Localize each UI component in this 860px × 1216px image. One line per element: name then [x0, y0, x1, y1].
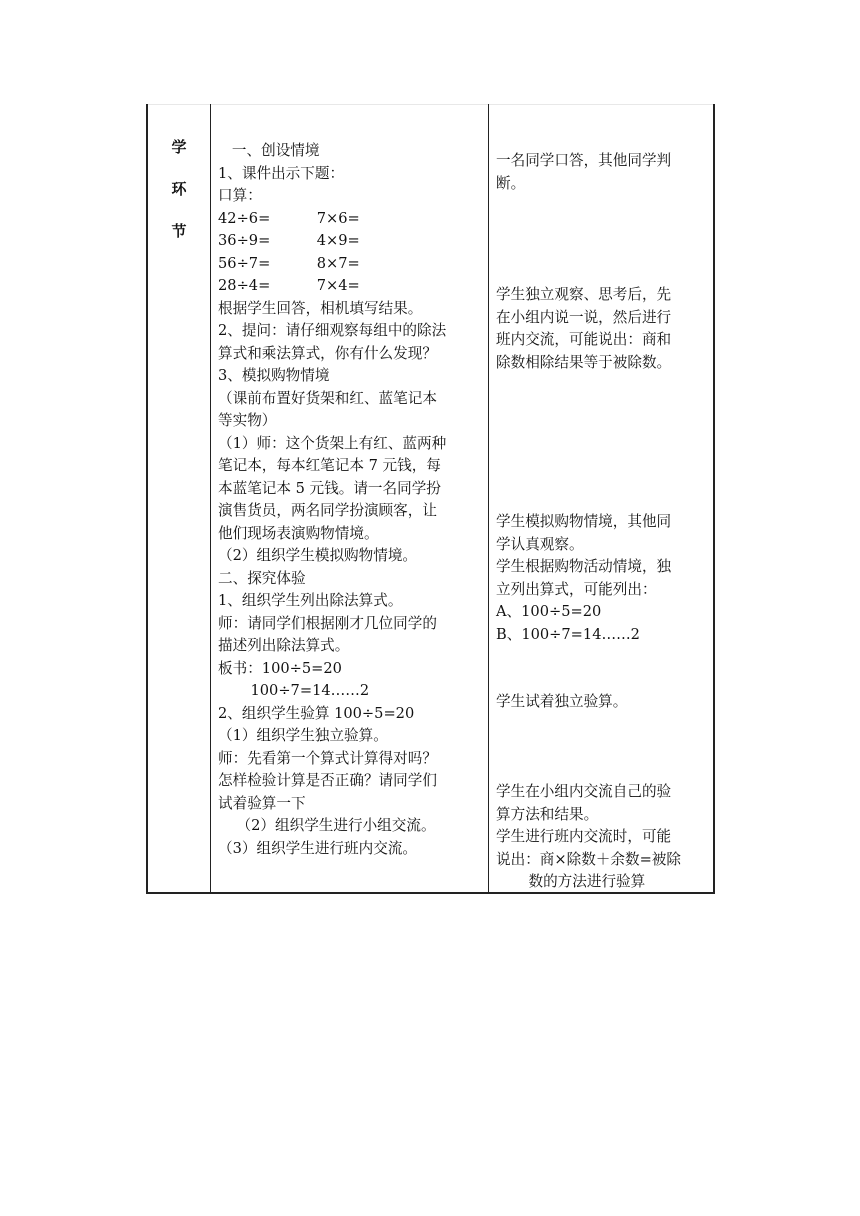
column-divider-2 — [488, 104, 489, 892]
teacher-line: 算式和乘法算式，你有什么发现？ — [218, 344, 437, 362]
teacher-line: 本蓝笔记本 5 元钱。请一名同学扮 — [218, 479, 441, 497]
teacher-line: 笔记本，每本红笔记本 7 元钱，每 — [218, 457, 441, 474]
teacher-line: 2、组织学生验算 100÷5=20 — [218, 704, 415, 722]
student-line: 算方法和结果。 — [496, 805, 599, 823]
teacher-line: 100÷7=14……2 — [218, 682, 370, 699]
student-line: A、100÷5=20 — [496, 603, 602, 620]
teacher-line: 试着验算一下 — [218, 794, 306, 812]
teacher-line: 演售货员，两名同学扮演顾客，让 — [218, 502, 437, 519]
teacher-line: 36÷9= 4×9= — [218, 232, 360, 249]
student-response-block — [496, 511, 711, 646]
student-line: 断。 — [496, 174, 526, 192]
student-response-block — [496, 150, 711, 195]
student-response-block — [496, 284, 711, 374]
teacher-line: （1）师：这个货架上有红、蓝两种 — [218, 434, 447, 452]
student-line: 立列出算式，可能列出： — [496, 580, 657, 598]
student-line: 学生进行班内交流时，可能 — [496, 828, 672, 845]
student-response-block — [496, 781, 711, 894]
teacher-line: 二、探究体验 — [218, 569, 306, 587]
teacher-line: 2、提问：请仔细观察每组中的除法 — [218, 322, 447, 339]
student-line: 除数相除结果等于被除数。 — [496, 353, 672, 371]
teacher-line: 描述列出除法算式。 — [218, 637, 350, 654]
teacher-line: 他们现场表演购物情境。 — [218, 524, 379, 542]
student-line: 学认真观察。 — [496, 535, 584, 553]
teacher-line: （2）组织学生模拟购物情境。 — [218, 547, 418, 564]
row-label-char: 环 — [171, 180, 187, 198]
teacher-line: 1、组织学生列出除法算式。 — [218, 592, 403, 609]
teacher-line: 一、创设情境 — [218, 142, 320, 159]
row-label-char: 学 — [171, 138, 187, 156]
student-line: 学生模拟购物情境，其他同 — [496, 513, 672, 530]
teacher-activity-column — [218, 140, 486, 860]
teacher-line: （课前布置好货架和红、蓝笔记本 — [218, 389, 437, 407]
teacher-line: （1）组织学生独立验算。 — [218, 727, 388, 744]
student-line: 学生独立观察、思考后，先 — [496, 286, 672, 303]
teacher-line: （3）组织学生进行班内交流。 — [218, 839, 418, 857]
teacher-line: （2）组织学生进行小组交流。 — [218, 817, 436, 834]
teacher-line: 3、模拟购物情境 — [218, 367, 330, 384]
student-line: 在小组内说一说，然后进行 — [496, 308, 672, 326]
student-line: 说出：商×除数＋余数=被除 — [496, 850, 681, 868]
student-line: 学生在小组内交流自己的验 — [496, 783, 672, 800]
lesson-table — [146, 104, 715, 894]
teacher-line: 板书：100÷5=20 — [218, 659, 342, 677]
column-divider-1 — [210, 104, 211, 892]
teacher-line: 师：先看第一个算式计算得对吗？ — [218, 749, 437, 767]
teacher-line: 等实物） — [218, 412, 277, 429]
teacher-line: 根据学生回答，相机填写结果。 — [218, 299, 423, 317]
student-line: 一名同学口答，其他同学判 — [496, 152, 672, 169]
row-label — [148, 126, 210, 252]
student-response-block — [496, 691, 711, 714]
teacher-line: 1、课件出示下题： — [218, 164, 345, 182]
student-line: 学生试着独立验算。 — [496, 693, 628, 710]
table-top-border — [148, 104, 713, 105]
teacher-line: 56÷7= 8×7= — [218, 254, 360, 272]
student-line: 学生根据购物活动情境，独 — [496, 558, 672, 575]
teacher-line: 口算： — [218, 187, 262, 204]
teacher-line: 28÷4= 7×4= — [218, 277, 360, 294]
teacher-line: 42÷6= 7×6= — [218, 209, 360, 227]
teacher-line: 师：请同学们根据刚才几位同学的 — [218, 614, 437, 632]
student-line: 数的方法进行验算 — [496, 873, 646, 890]
student-line: 班内交流，可能说出：商和 — [496, 331, 672, 348]
teacher-line: 怎样检验计算是否正确？请同学们 — [218, 772, 437, 789]
row-label-char: 节 — [171, 222, 187, 240]
student-line: B、100÷7=14……2 — [496, 625, 640, 643]
